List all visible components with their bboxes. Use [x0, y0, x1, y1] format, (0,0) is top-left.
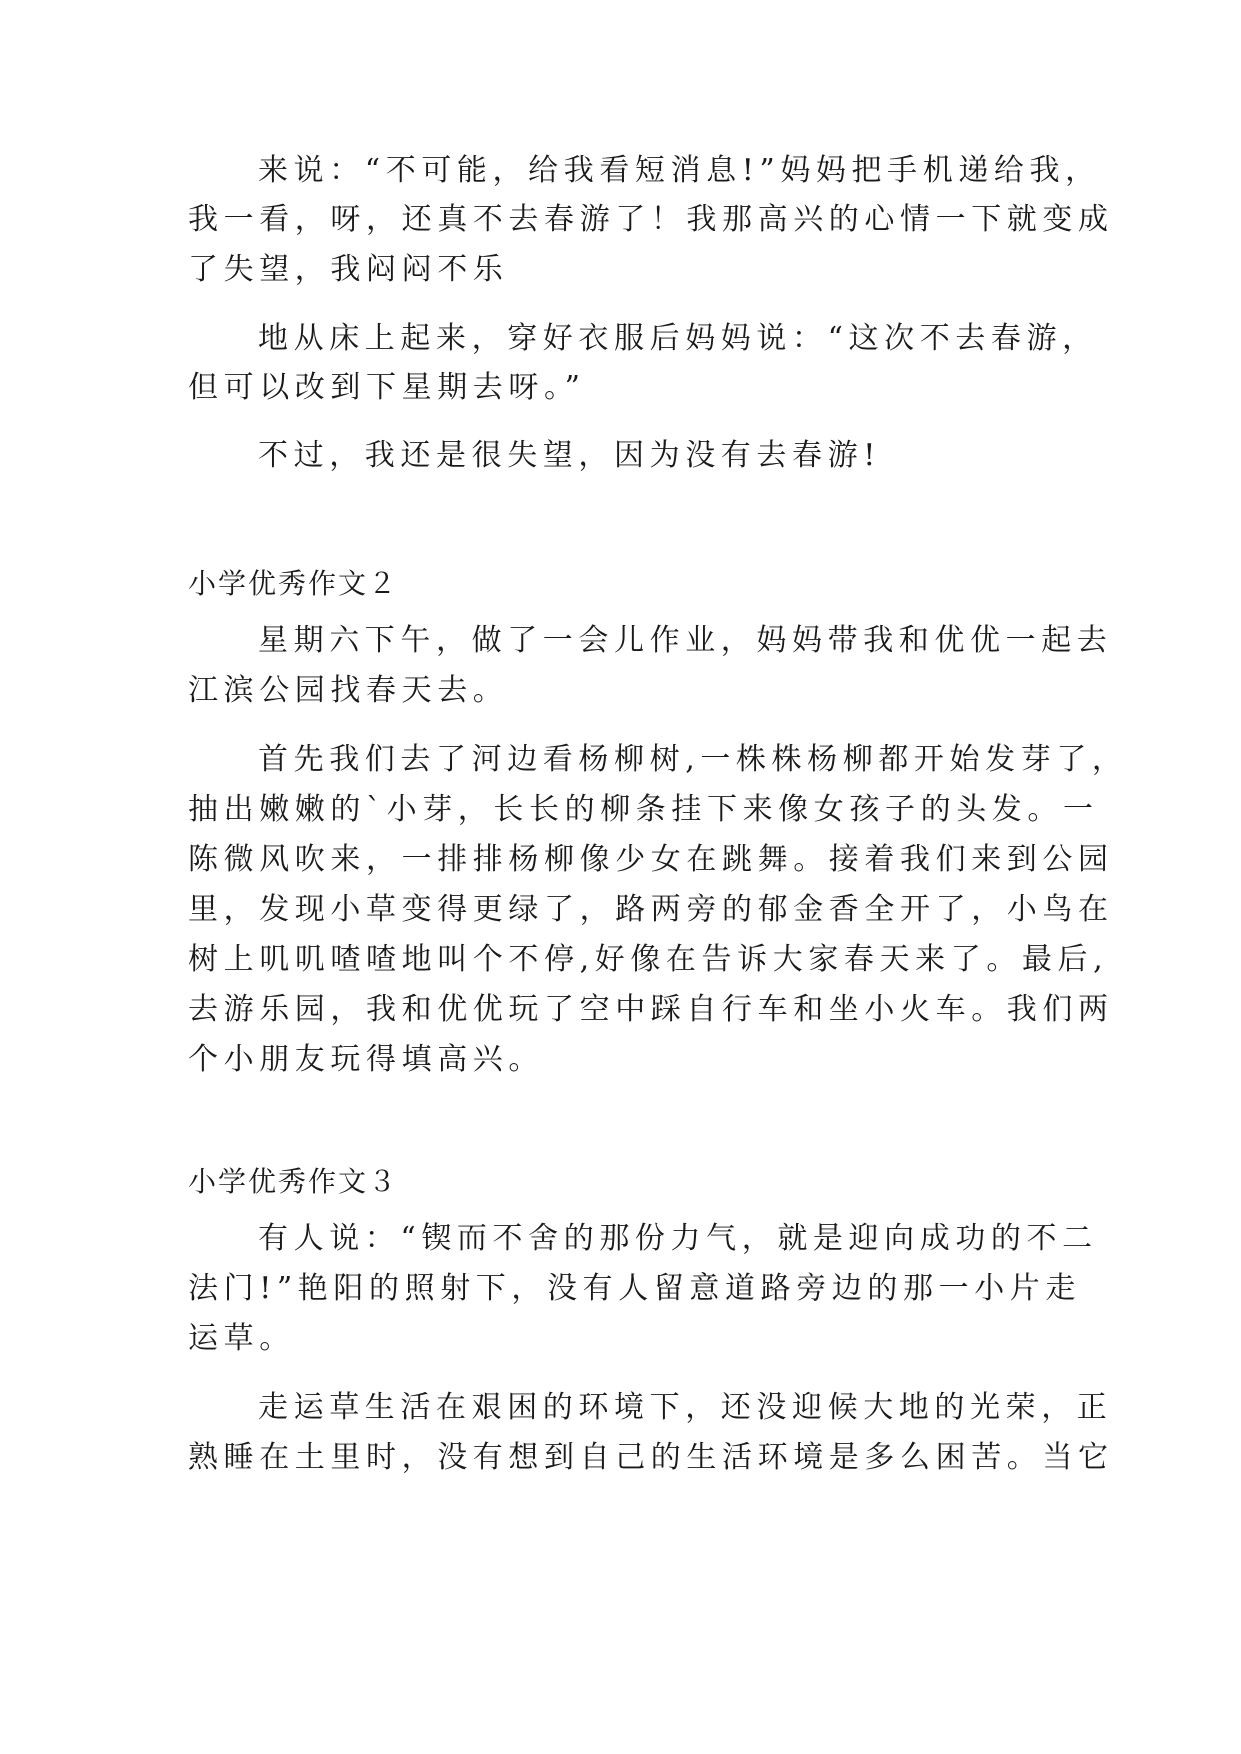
- paragraph-line: 有人说：“锲而不舍的那份力气，就是迎向成功的不二: [258, 1221, 1098, 1256]
- paragraph-line: 地从床上起来，穿好衣服后妈妈说：“这次不去春游，: [258, 321, 1098, 356]
- section-heading: 小学优秀作文３: [188, 1165, 399, 1198]
- paragraph-line: 了失望，我闷闷不乐: [188, 252, 509, 287]
- paragraph-line: 里，发现小草变得更绿了，路两旁的郁金香全开了，小鸟在: [188, 892, 1114, 927]
- paragraph-line: 星期六下午，做了一会儿作业，妈妈带我和优优一起去: [258, 623, 1113, 658]
- paragraph-line: 走运草生活在艰困的环境下，还没迎候大地的光荣，正: [258, 1390, 1113, 1425]
- paragraph-line: 去游乐园，我和优优玩了空中踩自行车和坐小火车。我们两: [188, 992, 1114, 1027]
- paragraph-line: 抽出嫩嫩的`小芽，长长的柳条挂下来像女孩子的头发。一: [188, 792, 1099, 827]
- section-heading: 小学优秀作文２: [188, 567, 399, 600]
- paragraph-line: 但可以改到下星期去呀。”: [188, 370, 586, 405]
- paragraph-line: 运草。: [188, 1321, 295, 1356]
- paragraph-line: 江滨公园找春天去。: [188, 673, 509, 708]
- paragraph-line: 熟睡在土里时，没有想到自己的生活环境是多么困苦。当它: [188, 1440, 1114, 1475]
- paragraph-line: 法门!”艳阳的照射下，没有人留意道路旁边的那一小片走: [188, 1271, 1081, 1306]
- paragraph-line: 个小朋友玩得填高兴。: [188, 1042, 544, 1077]
- paragraph-line: 首先我们去了河边看杨柳树,一株株杨柳都开始发芽了，: [258, 742, 1128, 777]
- paragraph-line: 我一看，呀，还真不去春游了！我那高兴的心情一下就变成: [188, 202, 1114, 237]
- paragraph-line: 陈微风吹来，一排排杨柳像少女在跳舞。接着我们来到公园: [188, 842, 1114, 877]
- paragraph-line: 来说：“不可能，给我看短消息!”妈妈把手机递给我，: [258, 153, 1101, 188]
- paragraph-line: 树上叽叽喳喳地叫个不停,好像在告诉大家春天来了。最后,: [188, 942, 1109, 977]
- paragraph-line: 不过，我还是很失望，因为没有去春游!: [258, 438, 881, 473]
